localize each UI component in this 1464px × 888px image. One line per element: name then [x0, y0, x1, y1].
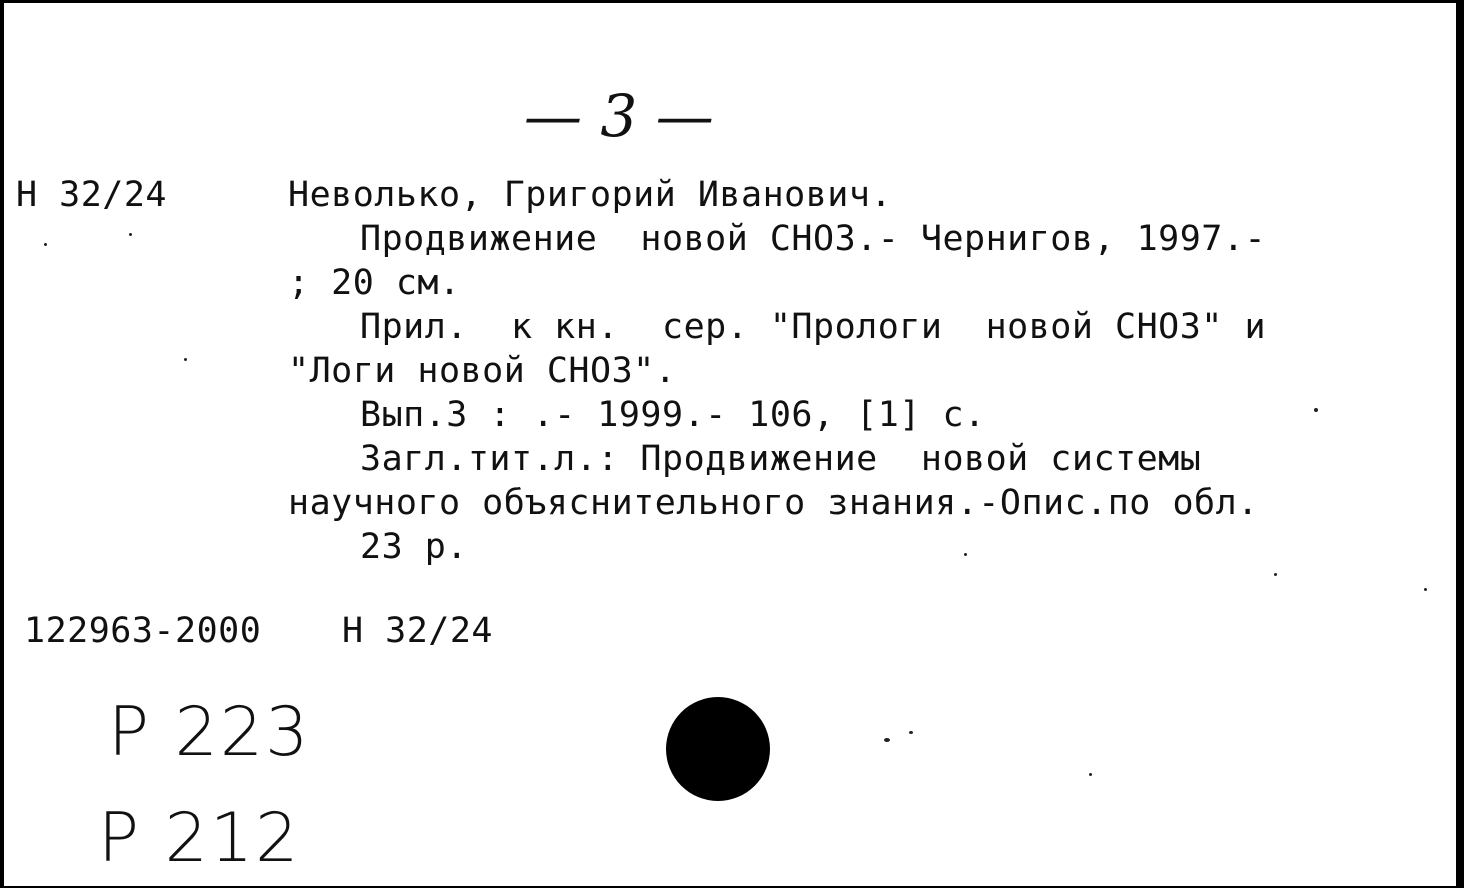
- dimensions-line: ; 20 см.: [288, 263, 461, 303]
- author-line: Неволько, Григорий Иванович.: [288, 175, 893, 215]
- shelfmark: Н 32/24: [16, 175, 168, 215]
- punch-hole: [666, 697, 770, 801]
- handwritten-code-2: Р 212: [98, 799, 301, 878]
- ink-speck: [129, 233, 132, 236]
- ink-speck: [884, 738, 890, 742]
- supplement-line-cont: "Логи новой СНОЗ".: [288, 351, 677, 391]
- issue-line: Вып.3 : .- 1999.- 106, [1] с.: [360, 395, 986, 435]
- title-page-line-cont: научного объяснительного знания.-Опис.по обл.: [288, 483, 1259, 523]
- price-line: 23 р.: [360, 527, 468, 567]
- supplement-line: Прил. к кн. сер. "Прологи новой СНОЗ" и: [360, 307, 1267, 347]
- ink-speck: [909, 731, 913, 734]
- ink-speck: [1424, 588, 1427, 591]
- title-page-line: Загл.тит.л.: Продвижение новой системы: [360, 439, 1202, 479]
- footer-shelfmark: Н 32/24: [342, 611, 494, 651]
- ink-speck: [44, 243, 47, 246]
- page-number: — 3 —: [524, 82, 714, 150]
- ink-speck: [1089, 773, 1092, 776]
- accession-number: 122963-2000: [24, 611, 262, 651]
- ink-speck: [964, 553, 967, 556]
- title-line: Продвижение новой СНОЗ.- Чернигов, 1997.-: [360, 219, 1267, 259]
- ink-speck: [1274, 573, 1277, 576]
- handwritten-code-1: Р 223: [108, 693, 311, 772]
- ink-speck: [184, 358, 187, 361]
- ink-speck: [1314, 408, 1318, 412]
